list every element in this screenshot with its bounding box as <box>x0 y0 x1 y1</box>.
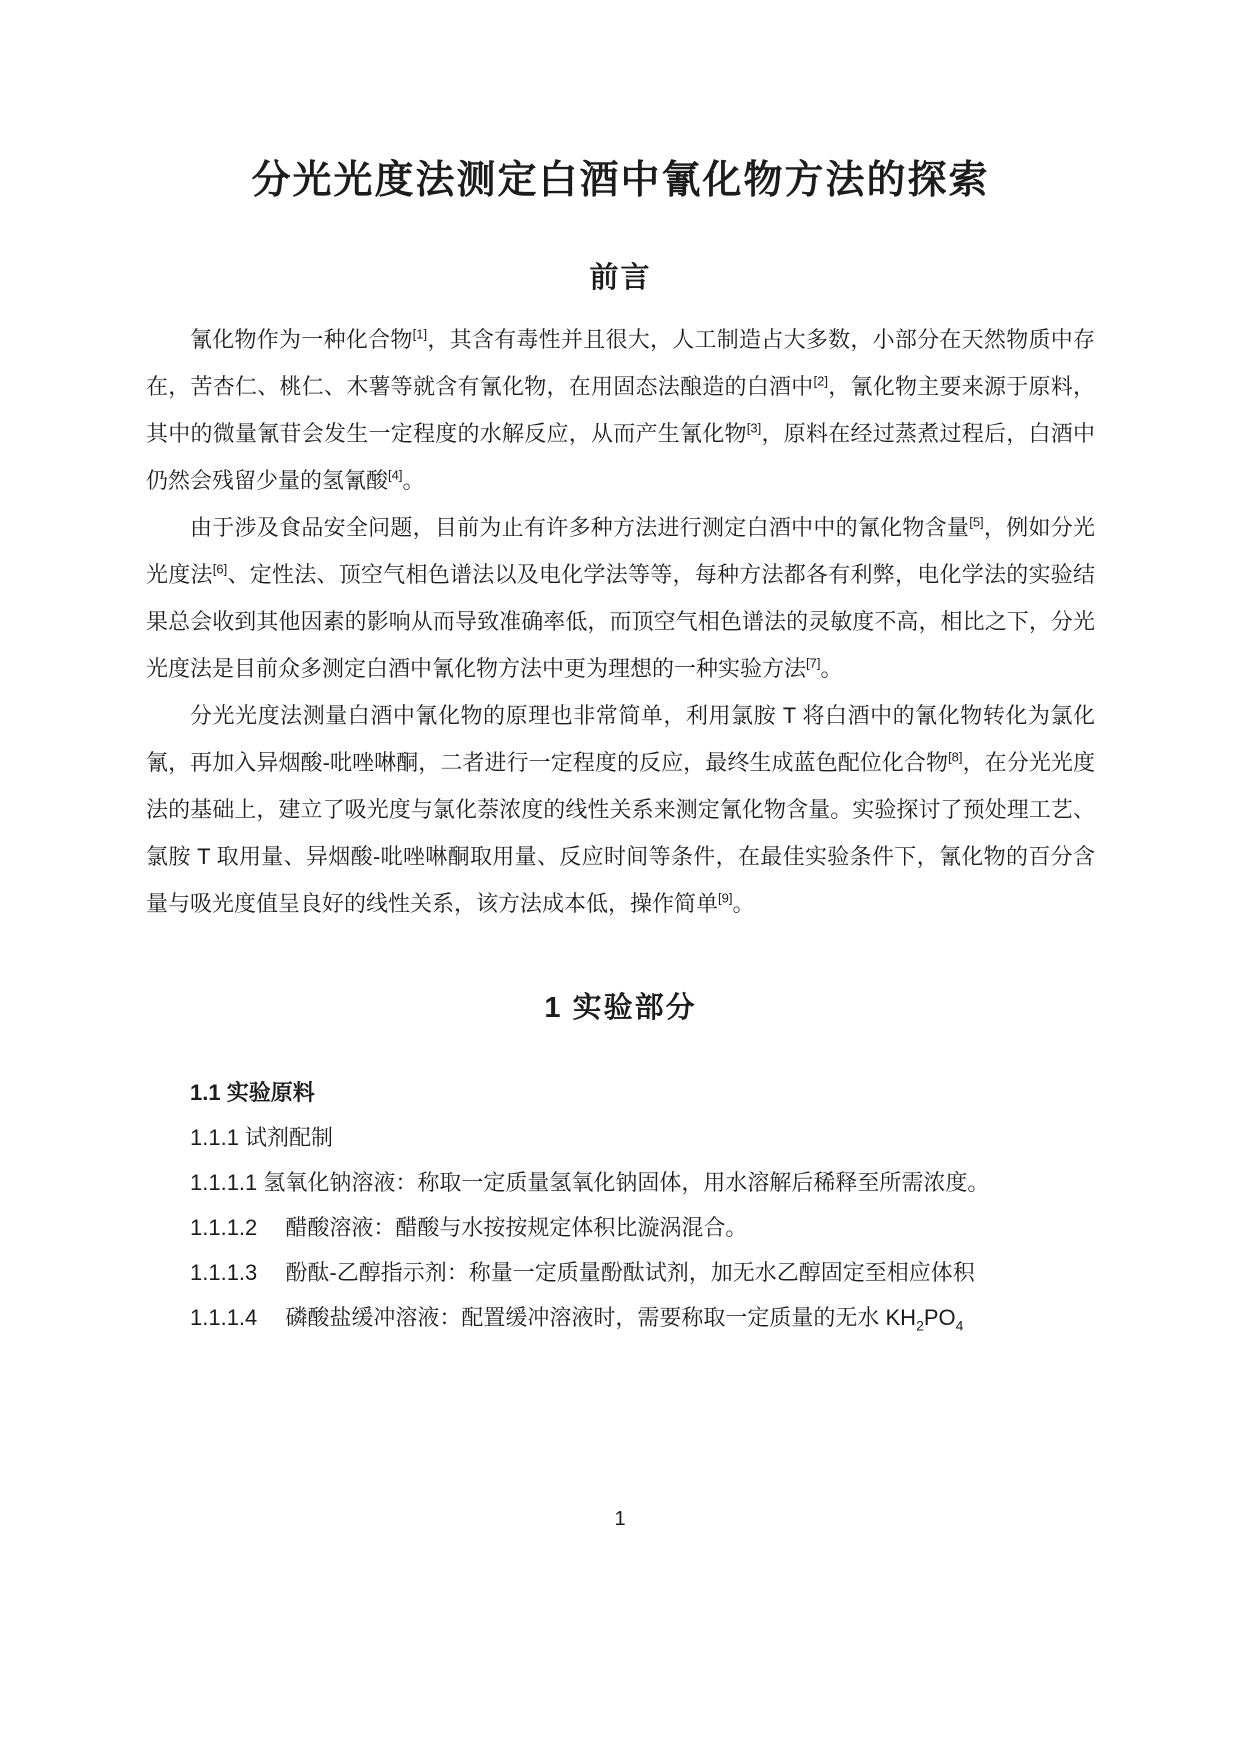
preface-heading: 前言 <box>589 261 652 294</box>
page-number: 1 <box>614 1508 626 1530</box>
preface-paragraph-3: 分光光度法测量白酒中氰化物的原理也非常简单，利用氯胺 T 将白酒中的氰化物转化为氯化氰，再加入异烟酸-吡唑啉酮，二者进行一定程度的反应，最终生成蓝色配位化合物[8]，在分光光度法的基础上，建立了吸光度与氯化萘浓度的线性关系来测定氰化物含量。实验探讨了预处理工艺、氯胺 T 取用量、异烟酸-吡唑啉酮取用量、反应时间等条件，在最佳实验条件下，氰化物的百分含量与吸光度值呈良好的线性关系，该方法成本低，操作简单[9]。 <box>146 702 1095 916</box>
item-1-1-1-3-phenolphthalein-indicator: 1.1.1.3 酚酞-乙醇指示剂：称量一定质量酚酞试剂，加无水乙醇固定至相应体积 <box>190 1259 975 1285</box>
preface-paragraph-1: 氰化物作为一种化合物[1]，其含有毒性并且很大，人工制造占大多数，小部分在天然物质中存在，苦杏仁、桃仁、木薯等就含有氰化物，在用固态法酿造的白酒中[2]，氰化物主要来源于原料，其中的微量氰苷会发生一定程度的水解反应，从而产生氰化物[3]，原料在经过蒸煮过程后，白酒中仍然会残留少量的氢氰酸[4]。 <box>146 326 1095 493</box>
subsection-1-1-1-heading: 1.1.1 试剂配制 <box>190 1124 334 1150</box>
document-title: 分光光度法测定白酒中氰化物方法的探索 <box>251 159 990 202</box>
item-1-1-1-2-acetic-acid: 1.1.1.2 醋酸溶液：醋酸与水按按规定体积比漩涡混合。 <box>190 1214 748 1240</box>
item-1-1-1-1-sodium-hydroxide: 1.1.1.1 氢氧化钠溶液：称取一定质量氢氧化钠固体，用水溶解后稀释至所需浓度。 <box>190 1169 990 1195</box>
preface-paragraph-2: 由于涉及食品安全问题，目前为止有许多种方法进行测定白酒中中的氰化物含量[5]，例如分光光度法[6]、定性法、顶空气相色谱法以及电化学法等等，每种方法都各有利弊，电化学法的实验结果总会收到其他因素的影响从而导致准确率低，而顶空气相色谱法的灵敏度不高，相比之下，分光光度法是目前众多测定白酒中氰化物方法中更为理想的一种实验方法[7]。 <box>146 514 1095 681</box>
subsection-1-1-heading: 1.1 实验原料 <box>190 1079 315 1105</box>
section-1-heading: 1 实验部分 <box>544 991 697 1024</box>
item-1-1-1-4-phosphate-buffer: 1.1.1.4 磷酸盐缓冲溶液：配置缓冲溶液时，需要称取一定质量的无水 $KH_2PO_4$ <box>190 1304 964 1334</box>
